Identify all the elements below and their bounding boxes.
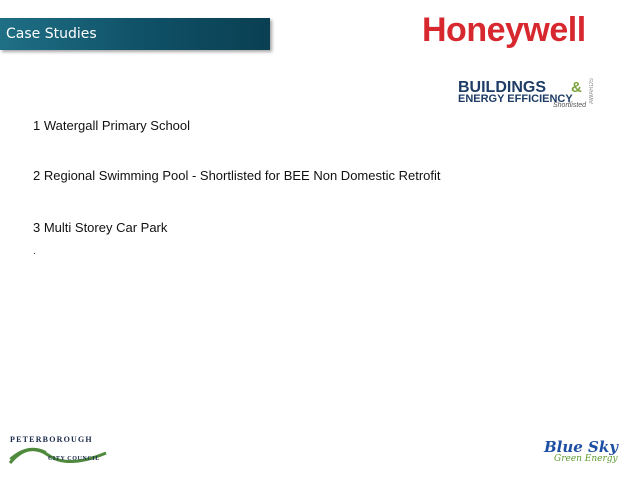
bee-award-logo	[458, 80, 603, 110]
list-item: 1 Watergall Primary School	[33, 118, 191, 133]
peterborough-council-logo	[8, 433, 108, 469]
award-ampersand: &	[571, 79, 582, 96]
council-name: PETERBOROUGH	[10, 435, 93, 444]
trailing-mark: .	[33, 246, 36, 257]
council-swoosh-icon	[8, 433, 108, 469]
partner-name: Blue Sky	[544, 438, 618, 456]
list-item: 2 Regional Swimming Pool - Shortlisted for BEE Non Domestic Retrofit	[33, 168, 441, 183]
award-line2: ENERGY EFFICIENCY	[458, 93, 573, 105]
list-item: 3 Multi Storey Car Park	[33, 220, 168, 235]
title-bar	[0, 18, 270, 50]
council-subtitle: CITY COUNCIL	[48, 456, 100, 462]
award-vertical-label: AWARDS	[589, 78, 595, 104]
honeywell-logo: Honeywell	[422, 11, 586, 49]
page-title: Case Studies	[6, 26, 97, 42]
blue-sky-logo	[544, 438, 626, 468]
partner-subtitle: Green Energy	[554, 454, 618, 464]
award-line1: BUILDINGS	[458, 79, 546, 96]
award-status: Shortlisted	[553, 102, 587, 109]
